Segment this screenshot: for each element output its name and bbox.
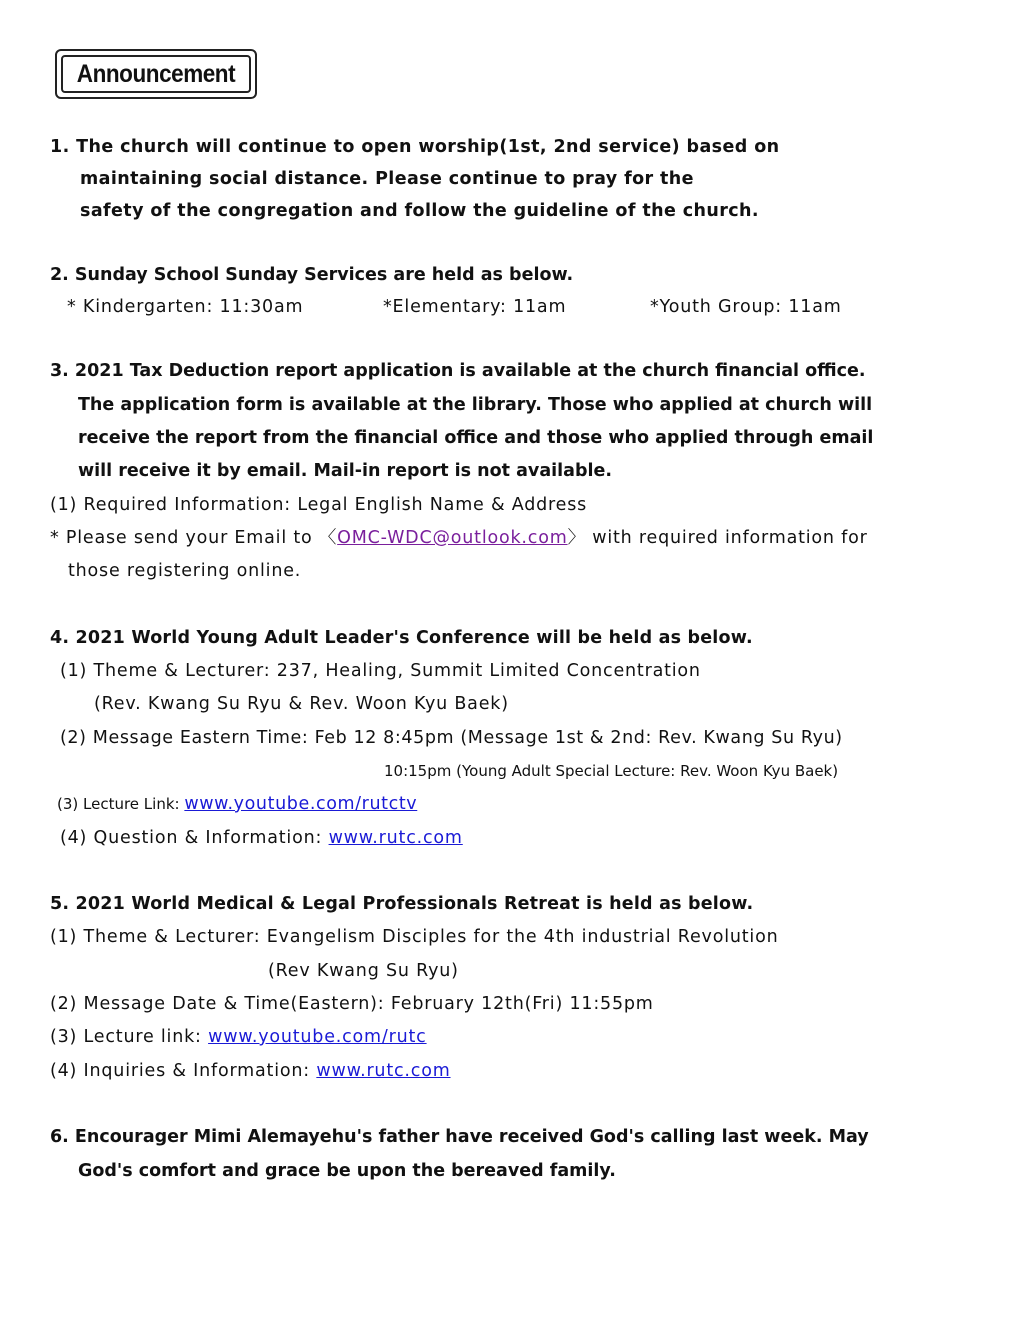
item6-line2: God's comfort and grace be upon the bereaved family. [78, 1161, 616, 1181]
item5-theme: (1) Theme & Lecturer: Evangelism Disciples for the 4th industrial Revolution [50, 927, 779, 947]
item3-line1: 3. 2021 Tax Deduction report application is available at the church financial office. [50, 361, 866, 381]
email-instruction-suffix: 〉 with required information for [567, 528, 868, 548]
email-instruction-prefix: * Please send your Email to 〈 [50, 528, 338, 548]
item1-line2: maintaining social distance. Please continue to pray for the [80, 169, 694, 189]
item5-lecture-label: (3) Lecture link: [50, 1027, 209, 1047]
item5-heading: 5. 2021 World Medical & Legal Professionals Retreat is held as below. [50, 894, 754, 914]
item3-line3: receive the report from the financial office and those who applied through email [78, 428, 874, 448]
item4-lecture-label: (3) Lecture Link: [57, 795, 185, 813]
item4-lecture-link-row [57, 794, 417, 814]
item5-inquiries-row [50, 1061, 451, 1081]
item3-line2: The application form is available at the library. Those who applied at church will [78, 395, 873, 415]
kindergarten-time: * Kindergarten: 11:30am [67, 297, 304, 317]
item5-lecture-link[interactable]: www.youtube.com/rutc [208, 1027, 427, 1047]
required-information: (1) Required Information: Legal English Name & Address [50, 495, 588, 515]
item5-inquiries-link[interactable]: www.rutc.com [316, 1061, 451, 1081]
item4-theme-lecturers: (Rev. Kwang Su Ryu & Rev. Woon Kyu Baek) [94, 694, 509, 714]
item1-line1: 1. The church will continue to open worship(1st, 2nd service) based on [50, 137, 780, 157]
item5-message-time: (2) Message Date & Time(Eastern): February 12th(Fri) 11:55pm [50, 994, 654, 1014]
announcement-title-box [55, 49, 257, 99]
item4-theme: (1) Theme & Lecturer: 237, Healing, Summit Limited Concentration [60, 661, 701, 681]
item2-heading: 2. Sunday School Sunday Services are held as below. [50, 265, 574, 285]
email-instruction-line2: those registering online. [68, 561, 302, 581]
email-link[interactable]: OMC-WDC@outlook.com [337, 528, 568, 548]
youth-group-time: *Youth Group: 11am [650, 297, 842, 317]
page-title: Announcement [76, 59, 236, 88]
item1-line3: safety of the congregation and follow the guideline of the church. [80, 201, 759, 221]
elementary-time: *Elementary: 11am [383, 297, 567, 317]
item4-question-label: (4) Question & Information: [60, 828, 329, 848]
announcement-title-frame [61, 55, 251, 93]
item4-question-link[interactable]: www.rutc.com [328, 828, 463, 848]
item4-message-time-l2: 10:15pm (Young Adult Special Lecture: Rev. Woon Kyu Baek) [384, 762, 839, 780]
item4-question-row [60, 828, 463, 848]
item5-theme-lecturer: (Rev Kwang Su Ryu) [268, 961, 459, 981]
email-instruction [50, 528, 868, 548]
item4-lecture-link[interactable]: www.youtube.com/rutctv [184, 794, 418, 814]
item4-heading: 4. 2021 World Young Adult Leader's Conference will be held as below. [50, 628, 753, 648]
item6-line1: 6. Encourager Mimi Alemayehu's father have received God's calling last week. May [50, 1127, 869, 1147]
item4-message-time: (2) Message Eastern Time: Feb 12 8:45pm (Message 1st & 2nd: Rev. Kwang Su Ryu) [60, 728, 843, 748]
item5-inquiries-label: (4) Inquiries & Information: [50, 1061, 317, 1081]
item5-lecture-row [50, 1027, 427, 1047]
item3-line4: will receive it by email. Mail-in report is not available. [78, 461, 612, 481]
